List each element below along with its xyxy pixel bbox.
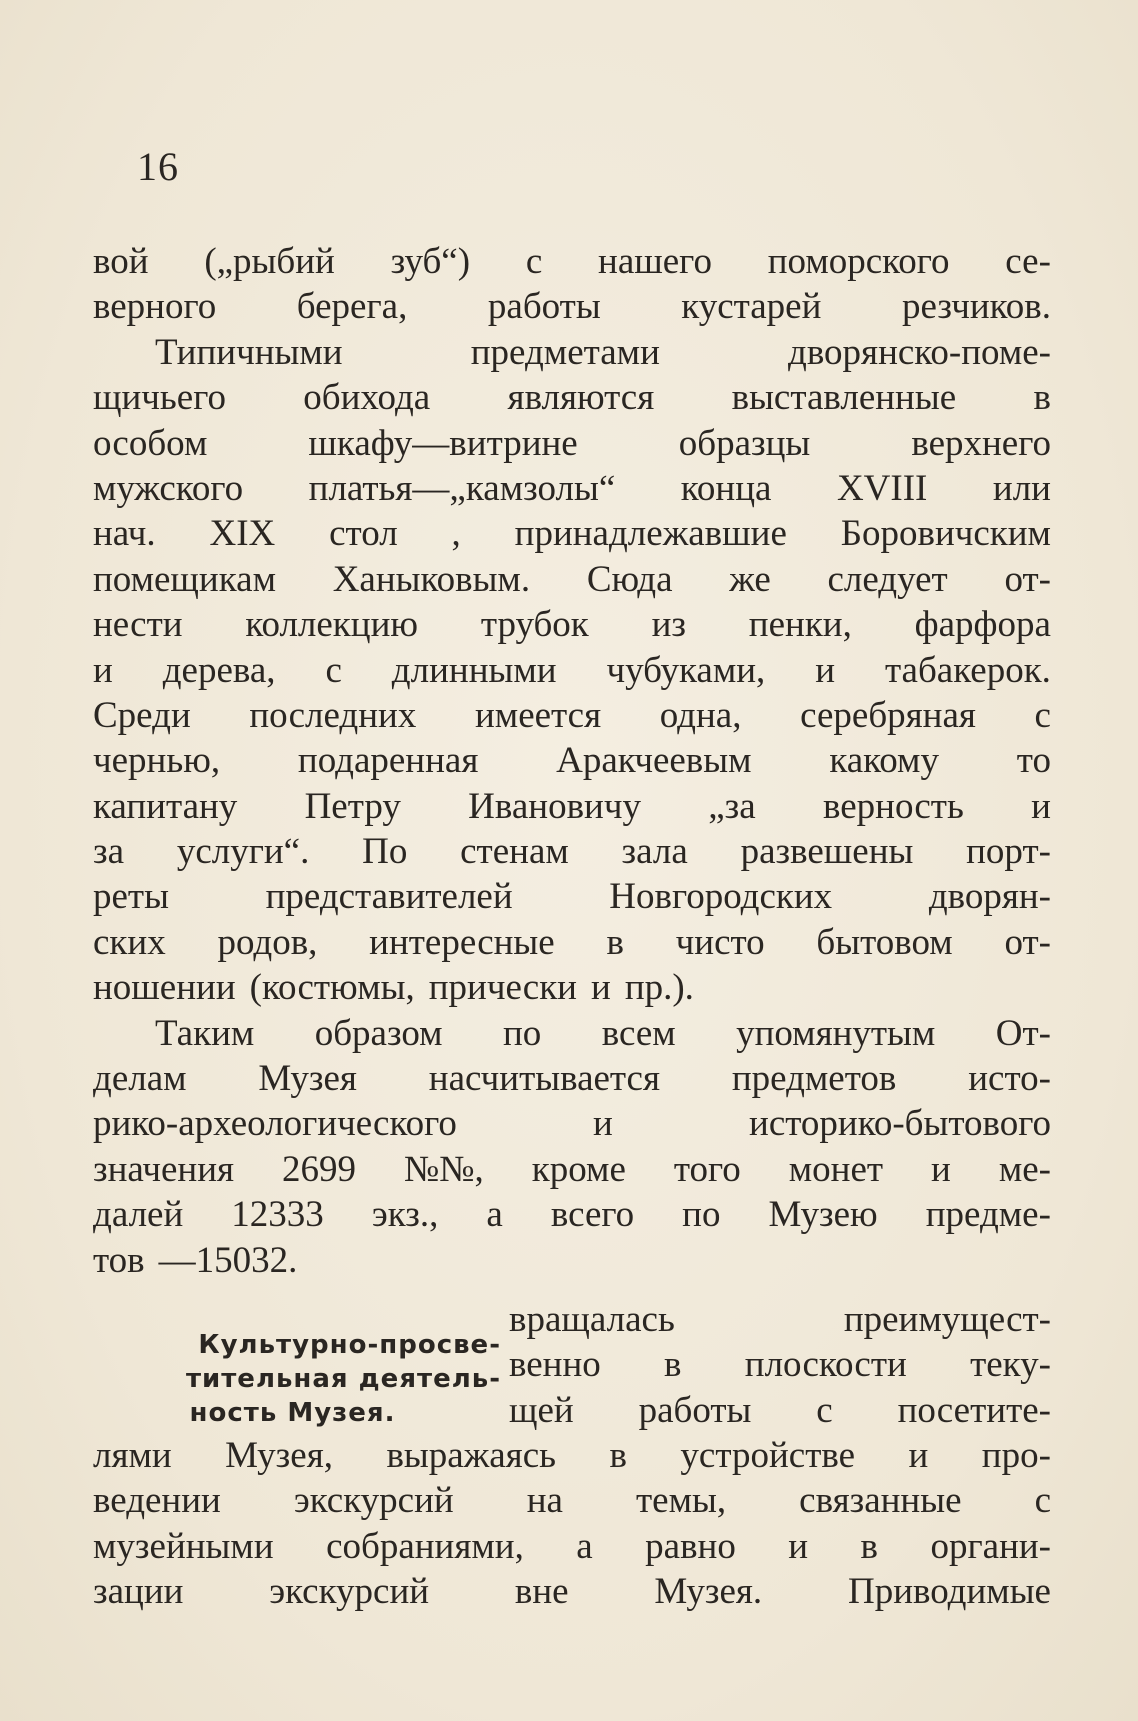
text-line	[93, 694, 1051, 739]
word: от-	[1004, 558, 1051, 600]
word: с	[525, 241, 543, 282]
word: про-	[981, 1435, 1051, 1476]
word: Среди	[93, 694, 191, 736]
word: экскурсий	[269, 1571, 430, 1613]
word: Музея	[258, 1058, 357, 1100]
word: то	[1016, 740, 1051, 782]
word: шкафу—витрине	[308, 422, 578, 464]
word: щичьего	[93, 377, 226, 419]
word: экскурсий	[293, 1480, 454, 1522]
word: вращалась	[509, 1299, 675, 1340]
word: и	[93, 649, 113, 691]
word: упомянутым	[736, 1012, 936, 1054]
word: берега,	[296, 286, 408, 328]
word: ских	[93, 921, 166, 963]
text-line	[93, 1525, 1051, 1570]
text-line	[93, 1479, 1051, 1524]
word: или	[992, 467, 1051, 509]
word: стол	[329, 513, 398, 555]
word: из	[651, 604, 686, 646]
text-line	[93, 1434, 1051, 1479]
word: посетите-	[897, 1389, 1051, 1431]
word: нач.	[93, 513, 156, 555]
word: мужского	[93, 467, 244, 509]
word: в	[609, 1435, 627, 1476]
text-line	[93, 603, 1051, 648]
word: музейными	[93, 1525, 274, 1567]
word: следует	[827, 558, 948, 600]
text-line	[93, 1102, 1051, 1147]
word: нашего	[598, 241, 712, 282]
word: интересные	[369, 921, 555, 963]
word: платья—„камзолы“	[308, 467, 616, 509]
word: последних	[249, 694, 417, 736]
word: по	[682, 1194, 721, 1236]
word: исто-	[968, 1058, 1051, 1100]
word: с	[1034, 694, 1051, 736]
word: Приводимые	[847, 1571, 1051, 1613]
word: всего	[550, 1194, 635, 1236]
word: дворян-	[928, 876, 1051, 918]
word: в	[664, 1344, 682, 1386]
text-line	[509, 1389, 1051, 1434]
word: по	[502, 1012, 542, 1054]
word: обихода	[303, 377, 431, 419]
word: же	[729, 558, 771, 600]
word: 2699	[281, 1148, 356, 1190]
word: тов	[93, 1239, 145, 1281]
word: собраниями,	[326, 1525, 524, 1567]
word: чубуками,	[606, 649, 766, 691]
word: нести	[93, 604, 183, 646]
word: верность	[822, 785, 964, 827]
text-line	[93, 1057, 1051, 1102]
word: историко-бытового	[749, 1103, 1051, 1145]
word: ме-	[998, 1148, 1051, 1190]
text-line	[93, 240, 1051, 285]
word: верного	[93, 286, 217, 328]
text-line	[93, 376, 1051, 421]
text-line	[93, 875, 1051, 920]
word: лями	[93, 1435, 172, 1476]
text-line	[93, 1012, 1051, 1057]
text-line	[93, 558, 1051, 603]
word: реты	[93, 876, 169, 918]
word: Петру	[304, 785, 401, 827]
text-line	[93, 1239, 1051, 1284]
word: родов,	[217, 921, 318, 963]
word: экз.,	[371, 1194, 439, 1236]
word: далей	[93, 1194, 184, 1236]
word: а	[576, 1525, 593, 1567]
text-line	[509, 1343, 1051, 1388]
word: особом	[93, 422, 208, 464]
word: образцы	[678, 422, 811, 464]
word: выражаясь	[386, 1435, 556, 1476]
word: за	[93, 831, 125, 873]
word: монет	[788, 1148, 884, 1190]
word: коллекцию	[245, 604, 419, 646]
word: порт-	[966, 831, 1051, 873]
word: стенам	[460, 831, 569, 873]
word: кустарей	[681, 286, 822, 328]
word: Ивановичу	[468, 785, 641, 827]
word: се-	[1005, 241, 1051, 282]
word: зала	[621, 831, 688, 873]
word: с	[325, 649, 342, 691]
word: длинными	[391, 649, 557, 691]
word: „за	[708, 785, 756, 827]
word: насчитывается	[428, 1058, 660, 1100]
text-line	[93, 512, 1051, 557]
word: Боровичским	[840, 513, 1051, 555]
word: органи-	[930, 1525, 1051, 1567]
word: и	[815, 649, 836, 691]
word: дерева,	[162, 649, 276, 691]
word: развешены	[740, 831, 914, 873]
word: и	[1031, 785, 1051, 827]
word: Аракчеевым	[556, 740, 752, 782]
word: ношении	[93, 967, 236, 1009]
word: подаренная	[297, 740, 479, 782]
word: чернью,	[93, 740, 221, 782]
text-line	[93, 739, 1051, 784]
word: от-	[1004, 921, 1051, 963]
word: 12333	[231, 1194, 324, 1236]
word: предме-	[925, 1194, 1051, 1236]
word: прически	[428, 967, 577, 1009]
word: дворянско-поме-	[788, 331, 1051, 373]
word: Музея,	[225, 1435, 333, 1476]
word: принадлежавшие	[514, 513, 787, 555]
word: табакерок.	[884, 649, 1051, 691]
word: и	[593, 1103, 613, 1145]
word: —15032.	[158, 1239, 298, 1281]
word: одна,	[659, 694, 742, 736]
word: капитану	[93, 785, 238, 827]
word: Музея.	[654, 1571, 763, 1613]
word: трубок	[480, 604, 589, 646]
word: в	[860, 1525, 879, 1567]
word: №№,	[403, 1148, 484, 1190]
main-text	[93, 240, 1051, 1284]
word: в	[606, 921, 624, 963]
word: образом	[314, 1012, 443, 1054]
word: пр.).	[624, 967, 694, 1009]
text-line	[93, 422, 1051, 467]
text-line	[93, 1570, 1051, 1615]
word: рико-археологического	[93, 1103, 457, 1145]
sidenote-section	[93, 1298, 1051, 1434]
word: Музею	[768, 1194, 878, 1236]
word: чисто	[675, 921, 765, 963]
word: ведении	[93, 1480, 221, 1522]
word: зуб“)	[390, 241, 471, 282]
word: и	[788, 1525, 809, 1567]
text-line	[93, 830, 1051, 875]
text-line	[93, 966, 1051, 1011]
word: а	[486, 1194, 503, 1236]
word: По	[362, 831, 408, 873]
word: серебряная	[800, 694, 976, 736]
word: преимущест-	[843, 1299, 1051, 1340]
word: устройстве	[680, 1435, 856, 1476]
word: выставленные	[731, 377, 957, 419]
text-line	[93, 467, 1051, 512]
word: темы,	[636, 1480, 727, 1522]
word: вне	[514, 1571, 569, 1613]
word: теку-	[970, 1344, 1051, 1386]
word: предметами	[470, 331, 660, 373]
word: связанные	[799, 1480, 962, 1522]
text-line	[93, 921, 1051, 966]
closing-text	[93, 1434, 1051, 1616]
text-line	[93, 331, 1051, 376]
text-line	[93, 285, 1051, 330]
word: на	[526, 1480, 563, 1522]
word: конца	[680, 467, 772, 509]
word: работы	[487, 286, 601, 328]
word: XVIII	[836, 467, 928, 509]
word: XIX	[209, 513, 276, 555]
word: Ханыковым.	[332, 558, 531, 600]
word: поморского	[767, 241, 950, 282]
word: пенки,	[748, 604, 852, 646]
word: с	[816, 1389, 833, 1431]
word: резчиков.	[901, 286, 1051, 328]
word: вой	[93, 241, 149, 282]
word: („рыбий	[204, 241, 335, 282]
word: равно	[645, 1525, 736, 1567]
margin-heading-line: Культурно-просве-	[198, 1330, 501, 1360]
word: предметов	[731, 1058, 897, 1100]
word: (костюмы,	[249, 967, 415, 1009]
word: кроме	[531, 1148, 626, 1190]
word: в	[1033, 377, 1051, 419]
text-line	[509, 1298, 1051, 1343]
word: и	[908, 1435, 929, 1476]
text-line	[93, 785, 1051, 830]
word: имеется	[474, 694, 602, 736]
word: какому	[829, 740, 939, 782]
word: услуги“.	[176, 831, 310, 873]
margin-heading	[96, 1328, 501, 1430]
text-line	[93, 1148, 1051, 1193]
word: представителей	[265, 876, 513, 918]
word: Сюда	[586, 558, 673, 600]
word: Новгородских	[609, 876, 833, 918]
word: и	[591, 967, 611, 1009]
word: Типичными	[155, 331, 343, 373]
page-number: 16	[137, 144, 179, 189]
word: с	[1034, 1480, 1051, 1522]
word: ,	[451, 513, 461, 555]
word: делам	[93, 1058, 187, 1100]
word: Таким	[155, 1012, 255, 1054]
word: верхнего	[911, 422, 1051, 464]
word: и	[931, 1148, 951, 1190]
word: помещикам	[93, 558, 276, 600]
word: являются	[507, 377, 655, 419]
word: фарфора	[914, 604, 1051, 646]
word: плоскости	[744, 1344, 907, 1386]
margin-heading-line: ность Музея.	[189, 1398, 396, 1428]
text-line	[93, 1193, 1051, 1238]
word: венно	[509, 1344, 601, 1386]
word: того	[673, 1148, 741, 1190]
word: зации	[93, 1571, 184, 1613]
word: всем	[601, 1012, 676, 1054]
word: бытовом	[816, 921, 953, 963]
margin-heading-line: тительная деятель-	[185, 1364, 501, 1394]
sidenote-adjacent-text	[509, 1298, 1051, 1434]
word: щей	[509, 1389, 574, 1431]
word: От-	[995, 1012, 1051, 1054]
word: значения	[93, 1148, 235, 1190]
word: работы	[638, 1389, 752, 1431]
text-line	[93, 649, 1051, 694]
